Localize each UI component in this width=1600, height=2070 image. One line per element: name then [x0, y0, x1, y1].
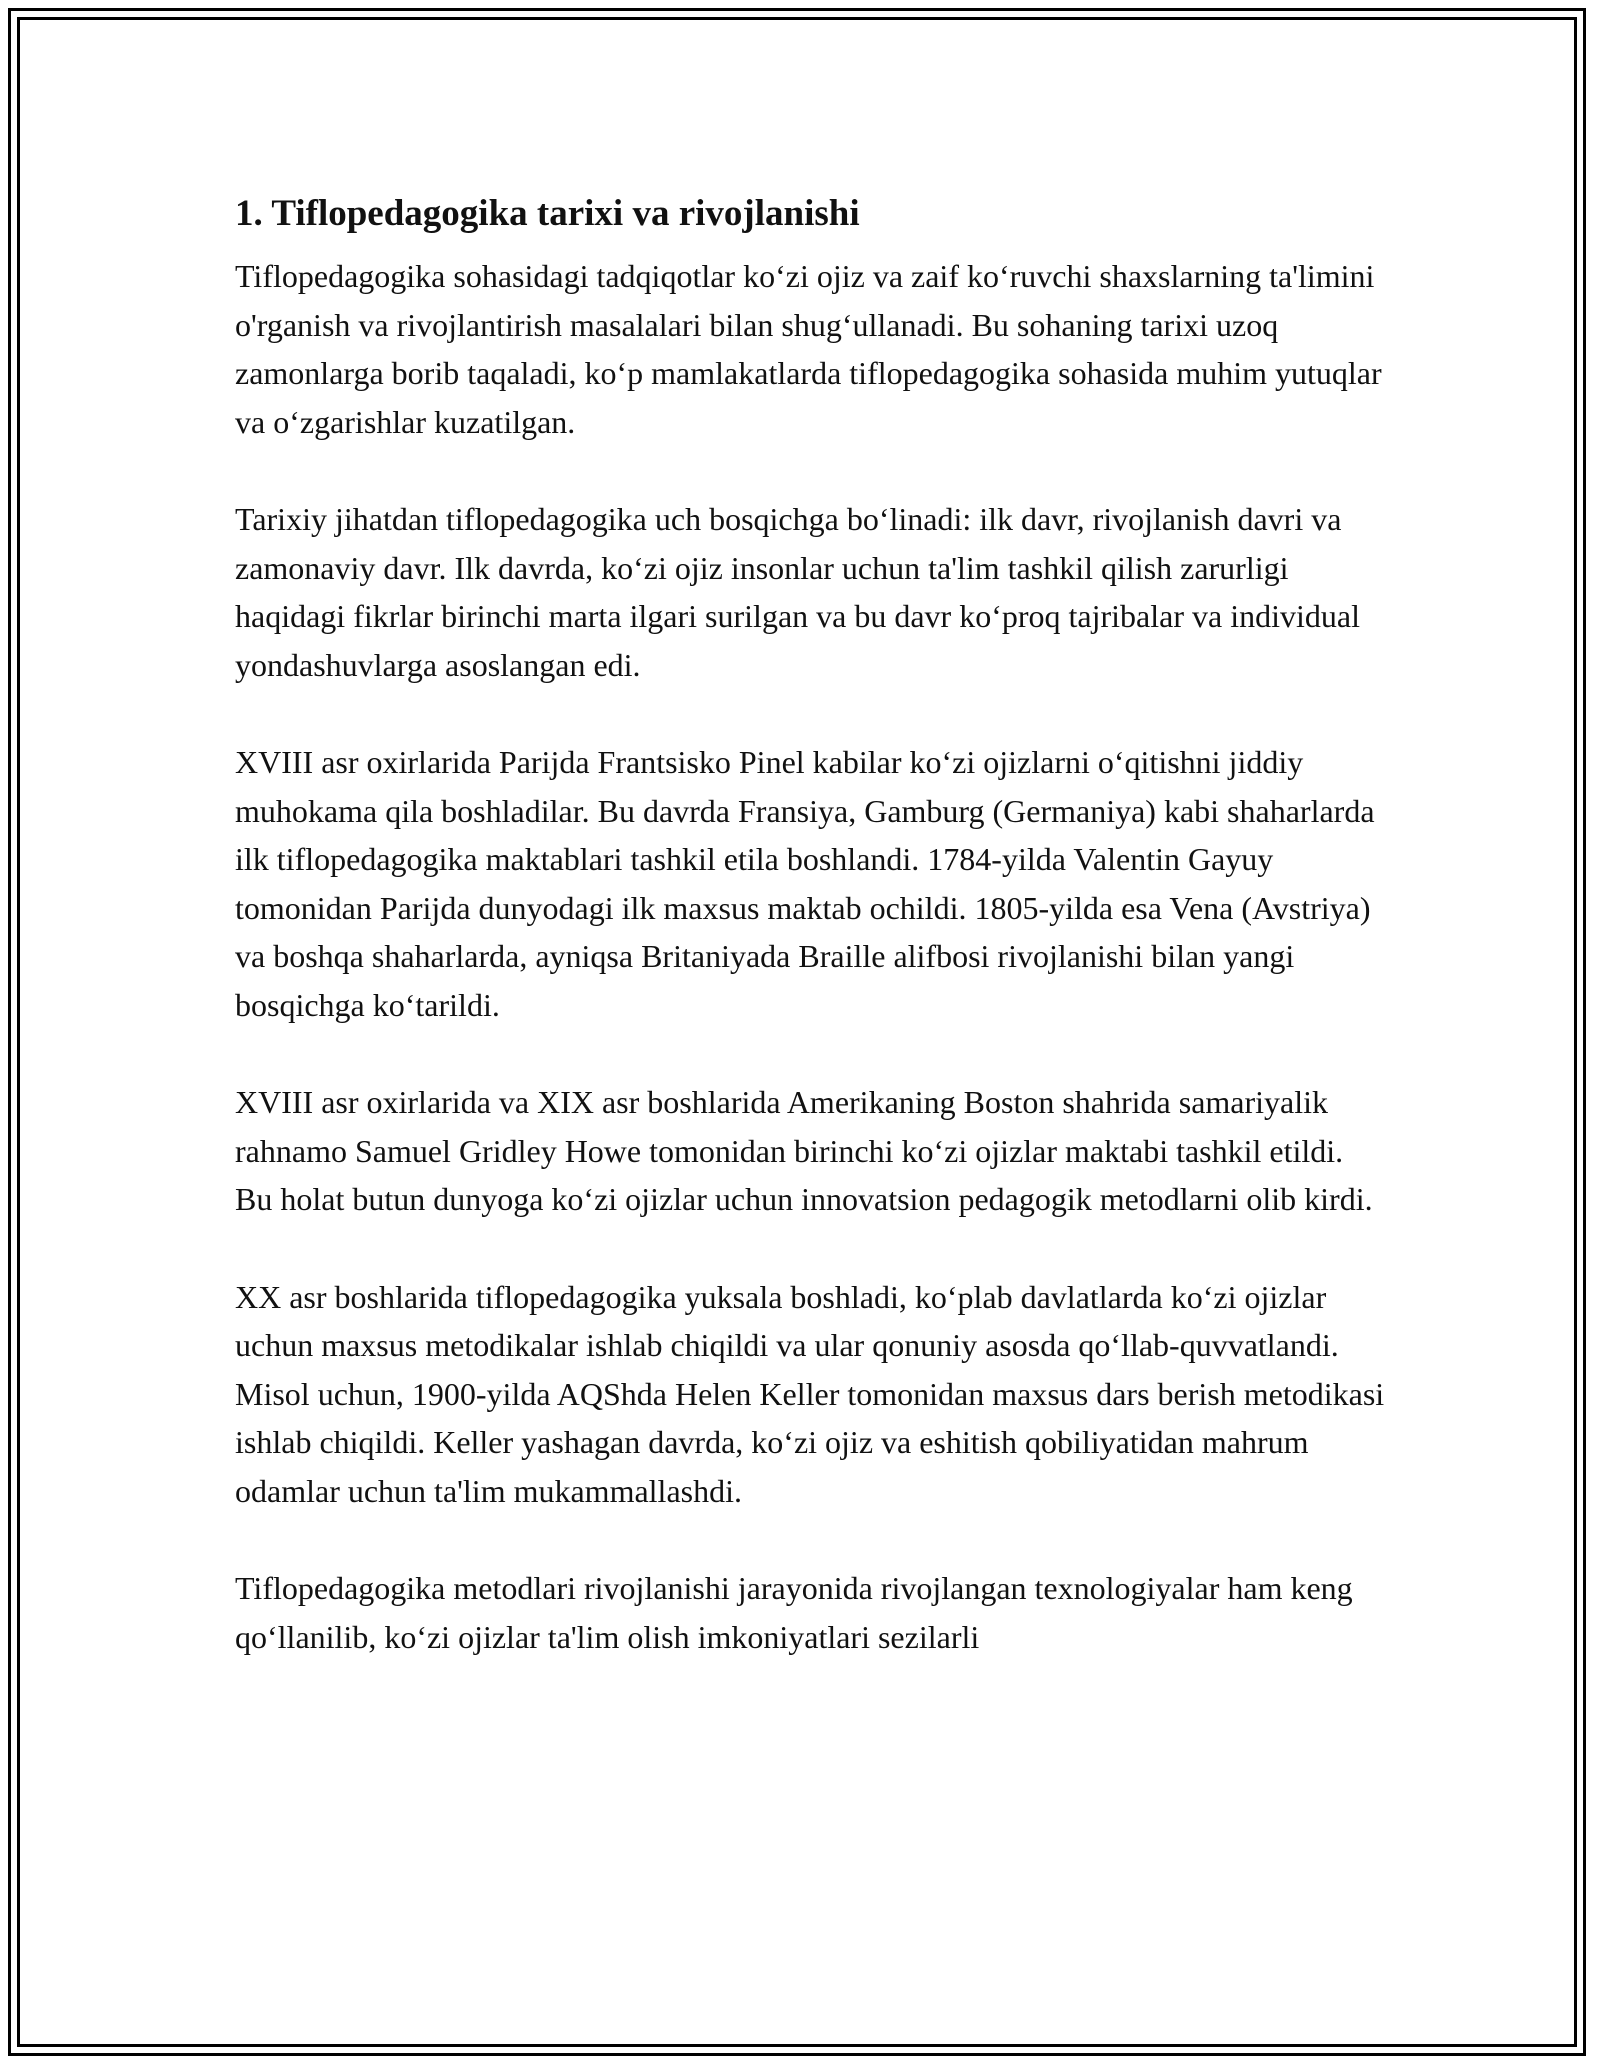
paragraph-3: XVIII asr oxirlarida Parijda Frantsisko Pinel kabilar ko‘zi ojizlarni o‘qitishni jiddiy muhokama qila boshladilar. Bu davrda Fransiya, Gamburg (Germaniya) kabi shaharlarda ilk tiflopedagogika maktablari tashkil etila boshlandi. 1784-yilda Valentin Gayuy tomonidan Parijda dunyodagi ilk maxsus maktab ochildi. 1805-yilda esa Vena (Avstriya) va boshqa shaharlarda, ayniqsa Britaniyada Braille alifbosi rivojlanishi bilan yangi bosqichga ko‘tarildi.	[235, 744, 1375, 1023]
paragraph-2: Tarixiy jihatdan tiflopedagogika uch bosqichga bo‘linadi: ilk davr, rivojlanish davri va zamonaviy davr. Ilk davrda, ko‘zi ojiz insonlar uchun ta'lim tashkil qilish zarurligi haqidagi fikrlar birinchi marta ilgari surilgan va bu davr ko‘proq tajribalar va individual yondashuvlarga asoslangan edi.	[235, 501, 1360, 683]
paragraph-6: Tiflopedagogika metodlari rivojlanishi jarayonida rivojlangan texnologiyalar ham keng qo‘llanilib, ko‘zi ojizlar ta'lim olish imkoniyatlari sezilarli	[235, 1570, 1353, 1655]
document-body	[235, 186, 1385, 1661]
paragraph-5: XX asr boshlarida tiflopedagogika yuksala boshladi, ko‘plab davlatlarda ko‘zi ojizlar uchun maxsus metodikalar ishlab chiqildi va ular qonuniy asosda qo‘llab-quvvatlandi. Misol uchun, 1900-yilda AQShda Helen Keller tomonidan maxsus dars berish metodikasi ishlab chiqildi. Keller yashagan davrda, ko‘zi ojiz va eshitish qobiliyatidan mahrum odamlar uchun ta'lim mukammallashdi.	[235, 1278, 1385, 1509]
paragraph-1: Tiflopedagogika sohasidagi tadqiqotlar ko‘zi ojiz va zaif ko‘ruvchi shaxslarning ta'limini o'rganish va rivojlantirish masalalari bilan shug‘ullanadi. Bu sohaning tarixi uzoq zamonlarga borib taqaladi, ko‘p mamlakatlarda tiflopedagogika sohasida muhim yutuqlar va o‘zgarishlar kuzatilgan.	[235, 258, 1382, 440]
section-heading: 1. Tiflopedagogika tarixi va rivojlanishi	[235, 193, 860, 234]
paragraph-4: XVIII asr oxirlarida va XIX asr boshlarida Amerikaning Boston shahrida samariyalik rahnamo Samuel Gridley Howe tomonidan birinchi ko‘zi ojizlar maktabi tashkil etildi. Bu holat butun dunyoga ko‘zi ojizlar uchun innovatsion pedagogik metodlarni olib kirdi.	[235, 1084, 1373, 1217]
